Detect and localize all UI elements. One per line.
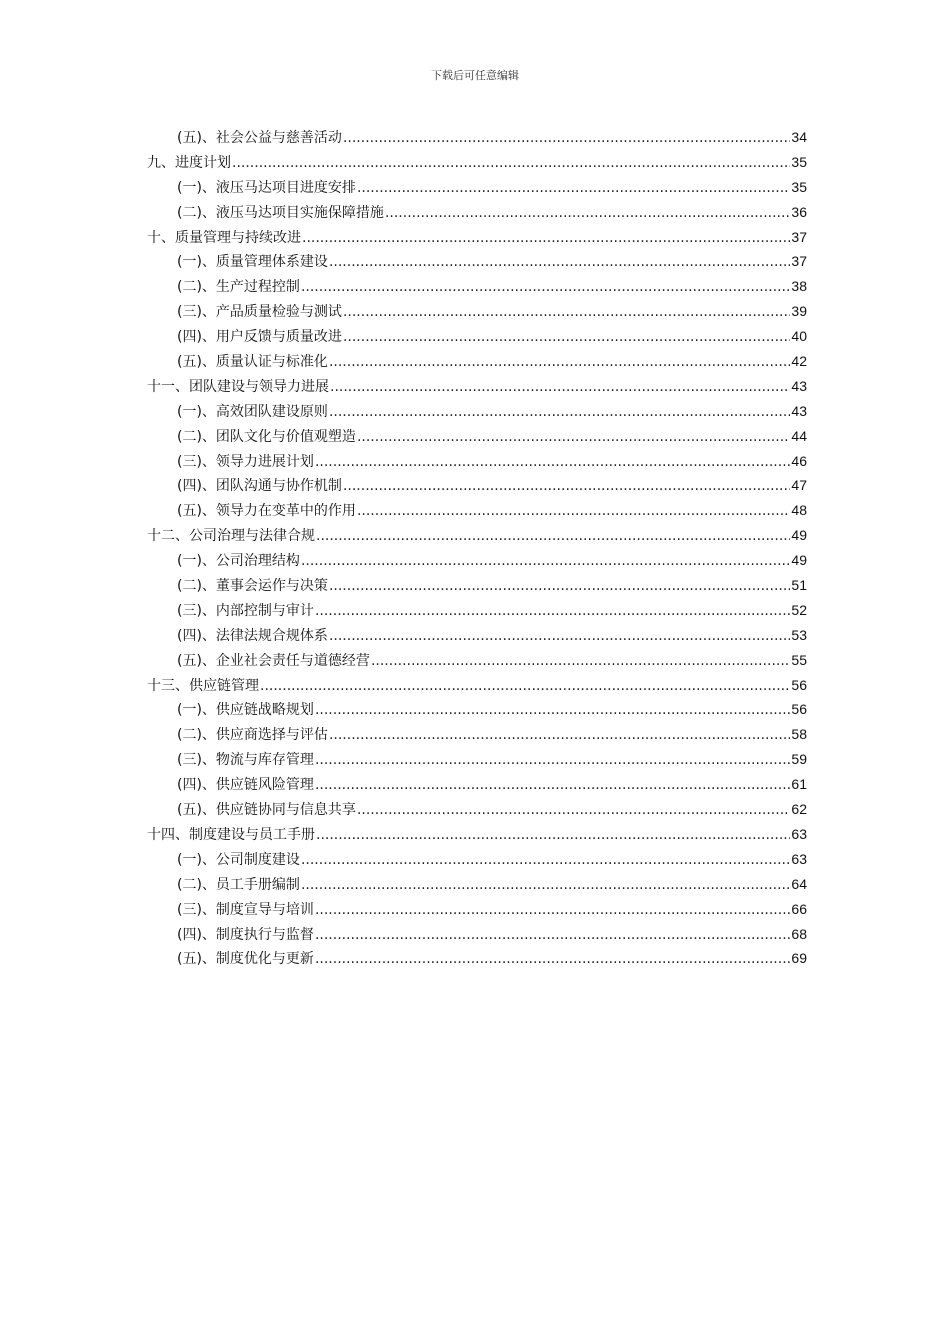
toc-entry-title: (三)、内部控制与审计 xyxy=(177,602,314,619)
page-header: 下载后可任意编辑 xyxy=(431,69,519,82)
toc-entry-page-number: 51 xyxy=(791,577,807,594)
toc-entry-title: (一)、供应链战略规划 xyxy=(177,702,314,719)
toc-entry[interactable] xyxy=(147,175,807,200)
toc-entry-title: (三)、领导力进展计划 xyxy=(177,453,314,470)
toc-entry-page-number: 52 xyxy=(791,601,807,618)
toc-dot-leader xyxy=(357,798,790,823)
toc-entry[interactable] xyxy=(147,772,807,797)
toc-entry-title: (四)、供应链风险管理 xyxy=(177,777,314,794)
toc-entry[interactable] xyxy=(147,249,807,274)
toc-entry-title: (二)、员工手册编制 xyxy=(177,876,300,893)
toc-dot-leader xyxy=(315,698,790,723)
toc-dot-leader xyxy=(329,250,790,275)
toc-entry-page-number: 56 xyxy=(791,676,807,693)
toc-entry-title: (三)、制度宣导与培训 xyxy=(177,901,314,918)
toc-entry[interactable] xyxy=(147,598,807,623)
toc-entry[interactable] xyxy=(147,573,807,598)
toc-entry-title: (三)、产品质量检验与测试 xyxy=(177,304,342,321)
toc-entry[interactable] xyxy=(147,324,807,349)
toc-dot-leader xyxy=(385,201,790,226)
toc-entry-title: (二)、液压马达项目实施保障措施 xyxy=(177,204,384,221)
toc-entry-title: (五)、质量认证与标准化 xyxy=(177,354,328,371)
toc-entry[interactable] xyxy=(147,299,807,324)
toc-entry-title: (四)、制度执行与监督 xyxy=(177,926,314,943)
table-of-contents xyxy=(147,125,807,971)
toc-dot-leader xyxy=(343,325,790,350)
toc-entry[interactable] xyxy=(147,498,807,523)
toc-dot-leader xyxy=(315,599,790,624)
toc-entry-page-number: 62 xyxy=(791,801,807,818)
toc-entry-title: 十二、公司治理与法律合规 xyxy=(147,528,315,545)
toc-entry-title: (五)、制度优化与更新 xyxy=(177,951,314,968)
toc-dot-leader xyxy=(329,574,790,599)
toc-entry-page-number: 36 xyxy=(791,203,807,220)
toc-entry[interactable] xyxy=(147,374,807,399)
toc-entry-title: (四)、法律法规合规体系 xyxy=(177,627,328,644)
toc-dot-leader xyxy=(343,300,790,325)
toc-entry-page-number: 61 xyxy=(791,776,807,793)
toc-entry[interactable] xyxy=(147,349,807,374)
toc-dot-leader xyxy=(329,400,790,425)
toc-dot-leader xyxy=(343,126,790,151)
toc-entry[interactable] xyxy=(147,225,807,250)
toc-entry-page-number: 39 xyxy=(791,303,807,320)
toc-entry-title: (五)、企业社会责任与道德经营 xyxy=(177,652,370,669)
toc-dot-leader xyxy=(371,649,790,674)
toc-entry-title: 十三、供应链管理 xyxy=(147,677,259,694)
toc-entry[interactable] xyxy=(147,274,807,299)
toc-entry-page-number: 35 xyxy=(791,178,807,195)
toc-entry-page-number: 58 xyxy=(791,726,807,743)
toc-entry-page-number: 63 xyxy=(791,850,807,867)
toc-entry-title: (一)、液压马达项目进度安排 xyxy=(177,179,356,196)
toc-dot-leader xyxy=(357,176,790,201)
toc-entry[interactable] xyxy=(147,897,807,922)
toc-entry-title: (二)、团队文化与价值观塑造 xyxy=(177,428,356,445)
toc-dot-leader xyxy=(343,474,790,499)
toc-dot-leader xyxy=(301,873,790,898)
toc-entry-page-number: 66 xyxy=(791,900,807,917)
toc-entry-title: (五)、领导力在变革中的作用 xyxy=(177,503,356,520)
toc-entry-title: (二)、生产过程控制 xyxy=(177,279,300,296)
toc-dot-leader xyxy=(315,898,790,923)
toc-entry[interactable] xyxy=(147,847,807,872)
toc-entry-title: 九、进度计划 xyxy=(147,154,231,171)
toc-entry[interactable] xyxy=(147,648,807,673)
toc-entry-page-number: 48 xyxy=(791,502,807,519)
toc-entry-page-number: 59 xyxy=(791,751,807,768)
toc-entry-page-number: 43 xyxy=(791,377,807,394)
toc-entry-page-number: 64 xyxy=(791,875,807,892)
toc-entry-title: (二)、供应商选择与评估 xyxy=(177,727,328,744)
toc-dot-leader xyxy=(357,425,790,450)
toc-entry[interactable] xyxy=(147,125,807,150)
toc-dot-leader xyxy=(315,748,790,773)
toc-entry-page-number: 42 xyxy=(791,353,807,370)
toc-entry-page-number: 69 xyxy=(791,950,807,967)
toc-dot-leader xyxy=(329,350,790,375)
toc-entry[interactable] xyxy=(147,399,807,424)
toc-entry-page-number: 47 xyxy=(791,477,807,494)
toc-entry-page-number: 37 xyxy=(791,253,807,270)
toc-entry-page-number: 49 xyxy=(791,527,807,544)
toc-entry-title: (四)、团队沟通与协作机制 xyxy=(177,478,342,495)
toc-dot-leader xyxy=(315,773,790,798)
toc-entry[interactable] xyxy=(147,473,807,498)
toc-entry-page-number: 68 xyxy=(791,925,807,942)
toc-entry[interactable] xyxy=(147,150,807,175)
toc-entry[interactable] xyxy=(147,722,807,747)
toc-entry-page-number: 46 xyxy=(791,452,807,469)
toc-dot-leader xyxy=(301,549,790,574)
toc-entry[interactable] xyxy=(147,673,807,698)
toc-entry-title: (二)、董事会运作与决策 xyxy=(177,578,328,595)
toc-entry-title: (五)、社会公益与慈善活动 xyxy=(177,130,342,146)
toc-entry[interactable] xyxy=(147,200,807,225)
toc-entry-title: (五)、供应链协同与信息共享 xyxy=(177,802,356,819)
toc-entry-page-number: 44 xyxy=(791,427,807,444)
toc-dot-leader xyxy=(316,823,790,848)
toc-entry-title: 十一、团队建设与领导力进展 xyxy=(147,378,329,395)
toc-entry-title: (一)、公司制度建设 xyxy=(177,851,300,868)
toc-dot-leader xyxy=(232,151,790,176)
toc-entry[interactable] xyxy=(147,946,807,971)
toc-entry-page-number: 53 xyxy=(791,626,807,643)
toc-entry-title: (一)、高效团队建设原则 xyxy=(177,403,328,420)
toc-dot-leader xyxy=(315,450,790,475)
toc-dot-leader xyxy=(316,524,790,549)
toc-entry[interactable] xyxy=(147,548,807,573)
toc-entry-page-number: 37 xyxy=(791,228,807,245)
toc-entry-title: 十四、制度建设与员工手册 xyxy=(147,826,315,843)
toc-entry[interactable] xyxy=(147,697,807,722)
toc-entry[interactable] xyxy=(147,922,807,947)
toc-dot-leader xyxy=(302,226,790,251)
toc-entry-page-number: 55 xyxy=(791,651,807,668)
toc-dot-leader xyxy=(315,947,790,972)
toc-dot-leader xyxy=(260,674,790,699)
toc-entry-page-number: 35 xyxy=(791,153,807,170)
toc-entry[interactable] xyxy=(147,623,807,648)
toc-entry-title: 十、质量管理与持续改进 xyxy=(147,229,301,246)
toc-entry[interactable] xyxy=(147,424,807,449)
toc-dot-leader xyxy=(357,499,790,524)
toc-dot-leader xyxy=(315,923,790,948)
toc-entry-title: (一)、公司治理结构 xyxy=(177,553,300,570)
toc-entry-page-number: 34 xyxy=(791,129,807,145)
toc-entry-page-number: 56 xyxy=(791,701,807,718)
toc-entry[interactable] xyxy=(147,872,807,897)
toc-entry-page-number: 43 xyxy=(791,402,807,419)
toc-dot-leader xyxy=(301,275,790,300)
toc-dot-leader xyxy=(330,375,790,400)
toc-entry-page-number: 40 xyxy=(791,328,807,345)
toc-entry[interactable] xyxy=(147,449,807,474)
toc-entry[interactable] xyxy=(147,797,807,822)
toc-entry-page-number: 38 xyxy=(791,278,807,295)
toc-entry-title: (一)、质量管理体系建设 xyxy=(177,254,328,271)
toc-entry-page-number: 49 xyxy=(791,552,807,569)
toc-dot-leader xyxy=(301,848,790,873)
toc-entry[interactable] xyxy=(147,523,807,548)
toc-dot-leader xyxy=(329,624,790,649)
toc-entry-title: (三)、物流与库存管理 xyxy=(177,752,314,769)
toc-entry-title: (四)、用户反馈与质量改进 xyxy=(177,329,342,346)
toc-entry[interactable] xyxy=(147,747,807,772)
toc-entry-page-number: 63 xyxy=(791,825,807,842)
toc-dot-leader xyxy=(329,723,790,748)
toc-entry[interactable] xyxy=(147,822,807,847)
